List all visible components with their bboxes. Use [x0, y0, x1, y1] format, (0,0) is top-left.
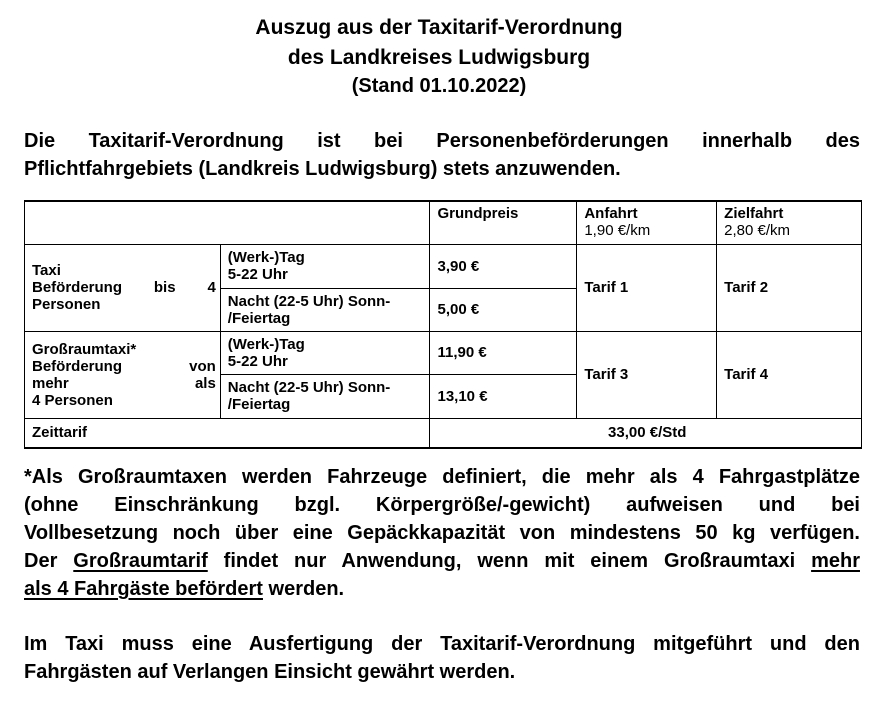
footnote-line-2: (ohne Einschränkung bzgl. Körpergröße/-gewicht) aufweisen und bei	[24, 494, 860, 516]
footnote-line-5	[24, 575, 860, 603]
table-row-taxi-day	[25, 244, 862, 288]
grossraum-night-period	[220, 374, 430, 418]
intro-text	[24, 127, 860, 183]
taxi-day-l1: (Werk-)Tag	[227, 249, 305, 266]
tariff-table	[24, 200, 862, 449]
zeittarif-label: Zeittarif	[25, 418, 430, 448]
grossraum-label-1: Großraumtaxi*	[32, 340, 137, 358]
grossraum-label-2: Beförderung von	[32, 357, 216, 375]
footnote-line-3: Vollbesetzung noch über eine Gepäckkapazität von mindestens 50 kg verfügen.	[24, 522, 860, 544]
closing-text	[24, 630, 860, 686]
grossraum-anfahrt-tarif: Tarif 3	[577, 331, 717, 418]
page-subtitle: des Landkreises Ludwigsburg	[287, 46, 591, 69]
footnote-l4-b: findet nur Anwendung, wenn mit einem Großraumtaxi	[223, 550, 796, 572]
taxi-label-cell	[25, 244, 221, 331]
taxi-night-period	[220, 288, 430, 331]
header-zielfahrt-rate: 2,80 €/km	[724, 222, 791, 239]
intro-line-2: Pflichtfahrgebiets (Landkreis Ludwigsburg) stets anzuwenden.	[24, 158, 621, 180]
grossraum-day-l1: (Werk-)Tag	[227, 335, 305, 353]
taxi-day-price: 3,90 €	[430, 244, 577, 288]
grossraum-day-period	[220, 331, 430, 374]
table-row-zeittarif	[25, 418, 862, 448]
header-zielfahrt-label: Zielfahrt	[724, 205, 784, 222]
grossraum-label-4: 4 Personen	[32, 391, 113, 409]
taxi-anfahrt-tarif: Tarif 1	[577, 244, 717, 331]
grossraum-day-l2: 5-22 Uhr	[227, 352, 288, 370]
header-anfahrt	[577, 201, 717, 244]
taxi-day-period	[220, 244, 430, 288]
grossraum-label-3: mehr als	[32, 374, 216, 392]
grossraum-night-price: 13,10 €	[430, 374, 577, 418]
grossraum-night-l2: /Feiertag	[227, 396, 291, 413]
footnote-l5-b: werden.	[268, 578, 345, 600]
footnote-l5-underlined: als 4 Fahrgäste befördert	[24, 578, 263, 600]
grossraum-label-cell	[25, 331, 221, 418]
closing-line-2: Fahrgästen auf Verlangen Einsicht gewährt werden.	[24, 661, 516, 683]
taxi-zielfahrt-tarif: Tarif 2	[717, 244, 862, 331]
footnote-l4-a: Der	[24, 550, 58, 572]
header-zielfahrt	[717, 201, 862, 244]
footnote-line-1: *Als Großraumtaxen werden Fahrzeuge definiert, die mehr als 4 Fahrgastplätze	[24, 466, 860, 488]
header-anfahrt-rate: 1,90 €/km	[584, 222, 651, 239]
taxi-night-l1: Nacht (22-5 Uhr) Sonn-	[227, 292, 391, 310]
header-empty-cell	[25, 201, 430, 244]
grossraum-night-l1: Nacht (22-5 Uhr) Sonn-	[227, 379, 391, 396]
table-header-row	[25, 201, 862, 244]
footnote-line-4	[24, 547, 860, 575]
footnote-text	[24, 463, 860, 603]
grossraum-day-price: 11,90 €	[430, 331, 577, 374]
footnote-l4-underlined-2: mehr	[811, 550, 860, 572]
taxi-day-l2: 5-22 Uhr	[227, 266, 288, 283]
closing-line-1: Im Taxi muss eine Ausfertigung der Taxitarif-Verordnung mitgeführt und den	[24, 633, 860, 655]
intro-line-1: Die Taxitarif-Verordnung ist bei Personenbeförderungen innerhalb des	[24, 130, 860, 152]
taxi-label-3: Personen	[32, 296, 101, 313]
page-title: Auszug aus der Taxitarif-Verordnung	[255, 16, 623, 39]
header-grundpreis: Grundpreis	[430, 201, 577, 244]
zeittarif-value: 33,00 €/Std	[430, 418, 862, 448]
footnote-l4-underlined: Großraumtarif	[73, 550, 208, 572]
header-anfahrt-label: Anfahrt	[584, 205, 638, 222]
taxi-night-l2: /Feiertag	[227, 309, 291, 327]
grossraum-zielfahrt-tarif: Tarif 4	[717, 331, 862, 418]
taxi-night-price: 5,00 €	[430, 288, 577, 331]
table-row-grossraum-day	[25, 331, 862, 374]
taxi-label-2: Beförderung bis 4	[32, 279, 216, 296]
page-date: (Stand 01.10.2022)	[351, 75, 527, 97]
taxi-label-1: Taxi	[32, 262, 61, 279]
